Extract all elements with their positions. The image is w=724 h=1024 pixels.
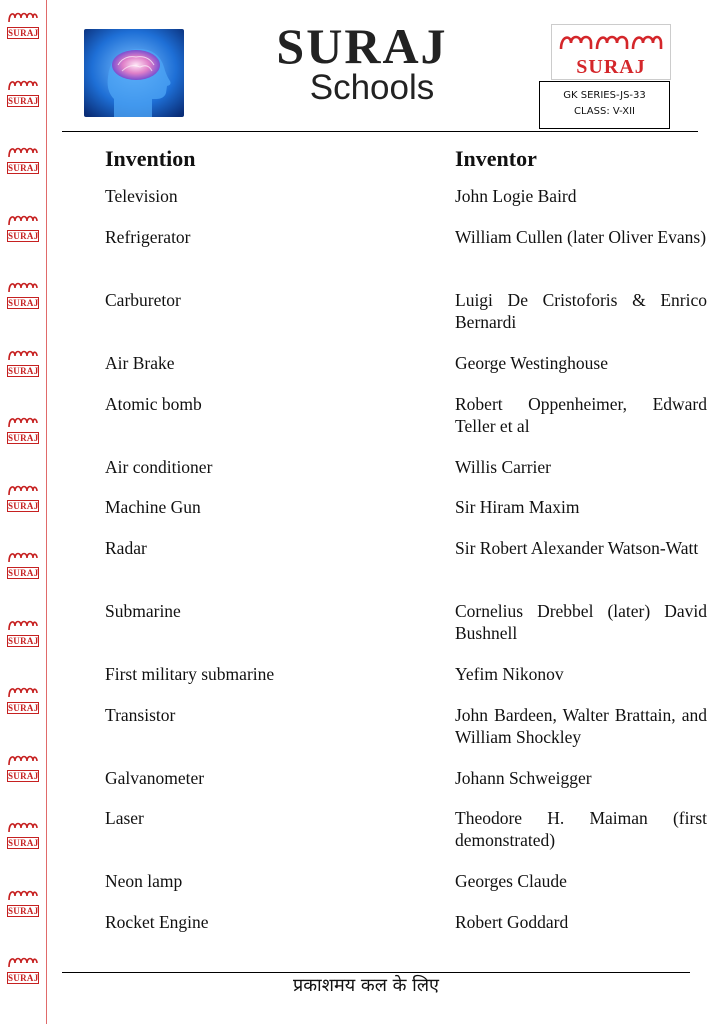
side-strip-logo-text: SURAJ bbox=[8, 95, 39, 106]
invention-cell: Air conditioner bbox=[105, 457, 213, 477]
series-info-box bbox=[539, 81, 670, 129]
wave-logo-icon bbox=[7, 211, 39, 229]
column-header-invention: Invention bbox=[105, 146, 196, 171]
side-strip-logo-text: SURAJ bbox=[8, 500, 39, 511]
side-strip-logo-text: SURAJ bbox=[8, 298, 39, 308]
invention-cell: Transistor bbox=[105, 705, 176, 725]
invention-cell: Machine Gun bbox=[105, 497, 201, 517]
side-strip-logo-text: SURAJ bbox=[8, 770, 39, 781]
inventor-cell: Johann Schweigger bbox=[455, 768, 592, 788]
school-name: SURAJ bbox=[276, 18, 448, 74]
side-strip-logo bbox=[7, 346, 39, 390]
wave-logo-icon bbox=[7, 413, 39, 431]
inventor-cell: John Bardeen, Walter Brattain, and William Shockley bbox=[455, 705, 707, 747]
wave-logo-icon bbox=[7, 616, 39, 634]
inventor-cell: Yefim Nikonov bbox=[455, 664, 564, 684]
school-subtitle: Schools bbox=[309, 68, 435, 107]
side-strip-logo-text: SURAJ bbox=[8, 973, 39, 983]
suraj-logo bbox=[551, 24, 671, 80]
header-divider bbox=[62, 131, 698, 132]
side-strip-logo-text: SURAJ bbox=[8, 433, 39, 443]
side-strip-logo bbox=[7, 481, 39, 525]
side-strip-logo-text: SURAJ bbox=[8, 230, 39, 241]
side-strip-logo-text: SURAJ bbox=[8, 838, 39, 848]
wave-logo-icon bbox=[557, 29, 665, 53]
wave-logo-icon bbox=[7, 346, 39, 364]
column-header-inventor: Inventor bbox=[455, 146, 537, 171]
inventor-cell: Willis Carrier bbox=[455, 457, 552, 477]
inventor-cell: Sir Robert Alexander Watson-Watt bbox=[455, 538, 699, 558]
side-strip-logo bbox=[7, 413, 39, 457]
side-strip-logo-text: SURAJ bbox=[8, 365, 39, 376]
side-strip-logo bbox=[7, 616, 39, 660]
wave-logo-icon bbox=[7, 278, 39, 296]
inventor-cell: John Logie Baird bbox=[455, 186, 577, 206]
inventor-cell: Theodore H. Maiman (first demonstrated) bbox=[455, 808, 707, 850]
side-strip-logo bbox=[7, 818, 39, 862]
side-strip-logo bbox=[7, 751, 39, 795]
side-strip-logo-text: SURAJ bbox=[8, 635, 39, 646]
side-strip-logo-text: SURAJ bbox=[8, 28, 39, 38]
wave-logo-icon bbox=[7, 818, 39, 836]
invention-cell: Submarine bbox=[105, 601, 181, 621]
wave-logo-icon bbox=[7, 886, 39, 904]
invention-cell: Television bbox=[105, 186, 178, 206]
invention-cell: Rocket Engine bbox=[105, 912, 209, 932]
invention-cell: Air Brake bbox=[105, 353, 175, 373]
wave-logo-icon bbox=[7, 953, 39, 971]
side-strip-logo bbox=[7, 211, 39, 255]
side-strip-logo-text: SURAJ bbox=[8, 163, 39, 173]
logo-text: SURAJ bbox=[576, 56, 646, 78]
wave-logo-icon bbox=[7, 548, 39, 566]
series-code: GK SERIES-JS-33 bbox=[563, 90, 646, 101]
side-strip-logo bbox=[7, 683, 39, 727]
inventor-cell: Luigi De Cristoforis & Enrico Bernardi bbox=[455, 290, 707, 332]
side-brand-strip bbox=[0, 0, 46, 1024]
side-strip-logo-text: SURAJ bbox=[8, 703, 39, 713]
invention-cell: Neon lamp bbox=[105, 871, 183, 891]
wave-logo-icon bbox=[7, 683, 39, 701]
wave-logo-icon bbox=[7, 481, 39, 499]
class-range: CLASS: V-XII bbox=[574, 106, 635, 117]
inventor-cell: Georges Claude bbox=[455, 871, 567, 891]
footer-motto: प्रकाशमय कल के लिए bbox=[292, 975, 439, 996]
footer-divider bbox=[62, 972, 690, 973]
side-strip-logo-text: SURAJ bbox=[8, 568, 39, 578]
side-strip-logo bbox=[7, 278, 39, 322]
side-strip-logo bbox=[7, 548, 39, 592]
invention-cell: Laser bbox=[105, 808, 144, 828]
inventor-cell: Robert Goddard bbox=[455, 912, 569, 932]
invention-cell: Galvanometer bbox=[105, 768, 205, 788]
invention-cell: First military submarine bbox=[105, 664, 275, 684]
side-strip-logo bbox=[7, 143, 39, 187]
invention-cell: Radar bbox=[105, 538, 147, 558]
inventor-cell: William Cullen (later Oliver Evans) bbox=[455, 227, 707, 247]
invention-cell: Carburetor bbox=[105, 290, 181, 310]
invention-cell: Atomic bomb bbox=[105, 394, 202, 414]
inventor-cell: Cornelius Drebbel (later) David Bushnell bbox=[455, 601, 707, 643]
side-strip-logo-text: SURAJ bbox=[8, 905, 39, 916]
wave-logo-icon bbox=[7, 751, 39, 769]
wave-logo-icon bbox=[7, 143, 39, 161]
inventor-cell: Sir Hiram Maxim bbox=[455, 497, 580, 517]
side-strip-logo bbox=[7, 886, 39, 930]
side-strip-divider bbox=[46, 0, 47, 1024]
inventor-cell: Robert Oppenheimer, Edward Teller et al bbox=[455, 394, 707, 436]
inventor-cell: George Westinghouse bbox=[455, 353, 608, 373]
invention-cell: Refrigerator bbox=[105, 227, 191, 247]
